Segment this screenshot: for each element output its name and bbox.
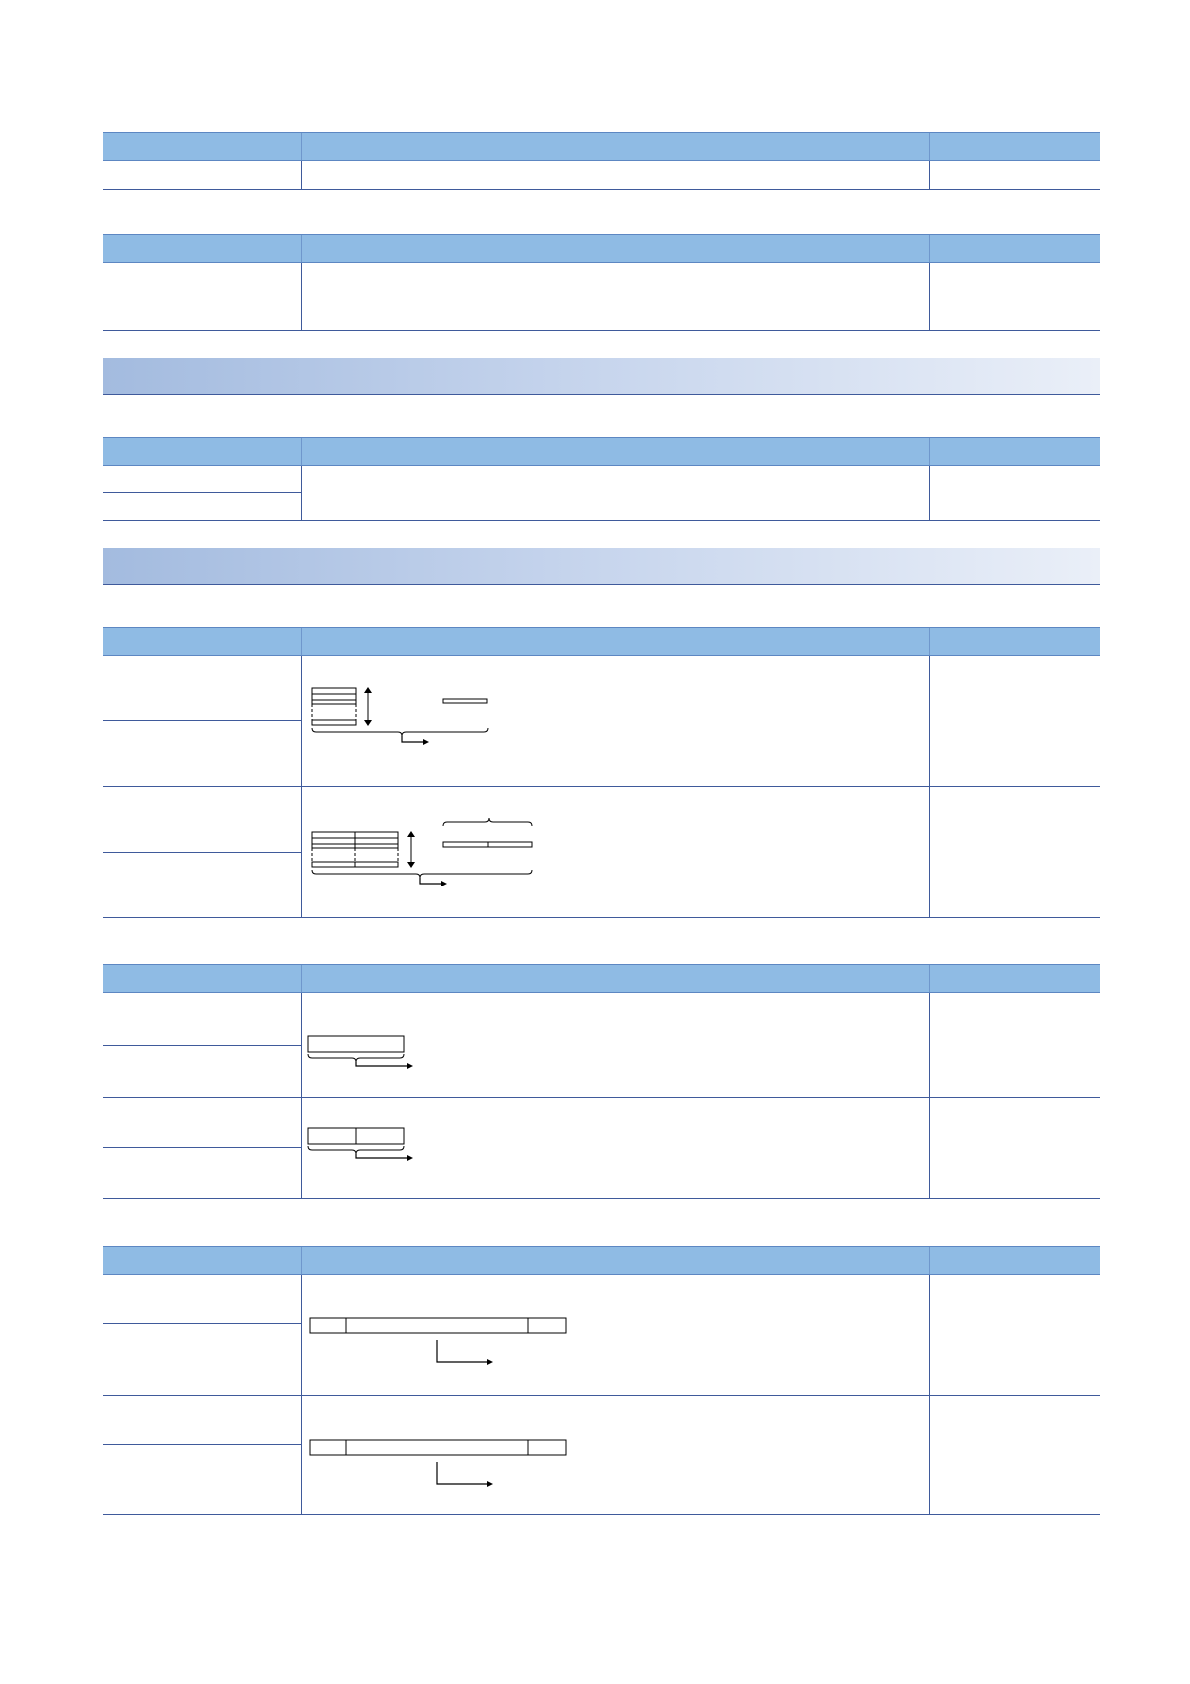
table-5-body bbox=[103, 993, 1100, 1199]
table-3-header bbox=[103, 437, 1100, 466]
stacked-devices-diagram-2 bbox=[310, 816, 535, 886]
stacked-devices-diagram-2-svg bbox=[310, 816, 535, 886]
table-4 bbox=[103, 627, 1100, 918]
double-word-device-diagram-svg bbox=[306, 1126, 426, 1166]
table-6 bbox=[103, 1246, 1100, 1515]
table-5 bbox=[103, 964, 1100, 1199]
word-device-diagram-svg bbox=[306, 1034, 426, 1074]
double-word-device-diagram bbox=[306, 1126, 426, 1166]
string-data-diagram-2-svg bbox=[308, 1438, 568, 1490]
table-6-header bbox=[103, 1246, 1100, 1275]
table-4-body bbox=[103, 656, 1100, 918]
word-device-diagram bbox=[306, 1034, 426, 1074]
table-3 bbox=[103, 437, 1100, 521]
stacked-devices-diagram-1 bbox=[310, 686, 490, 748]
table-1 bbox=[103, 132, 1100, 190]
string-data-diagram-1-svg bbox=[308, 1316, 568, 1368]
string-data-diagram-1 bbox=[308, 1316, 568, 1368]
table-5-header bbox=[103, 964, 1100, 993]
table-4-header bbox=[103, 627, 1100, 656]
section-heading-bar-1 bbox=[103, 358, 1100, 395]
table-2-header bbox=[103, 234, 1100, 263]
table-1-body bbox=[103, 161, 1100, 190]
table-3-body bbox=[103, 466, 1100, 521]
string-data-diagram-2 bbox=[308, 1438, 568, 1490]
table-6-body bbox=[103, 1275, 1100, 1515]
table-2-body bbox=[103, 263, 1100, 331]
stacked-devices-diagram-1-svg bbox=[310, 686, 490, 748]
table-1-header bbox=[103, 132, 1100, 161]
section-heading-bar-2 bbox=[103, 548, 1100, 585]
table-2 bbox=[103, 234, 1100, 331]
